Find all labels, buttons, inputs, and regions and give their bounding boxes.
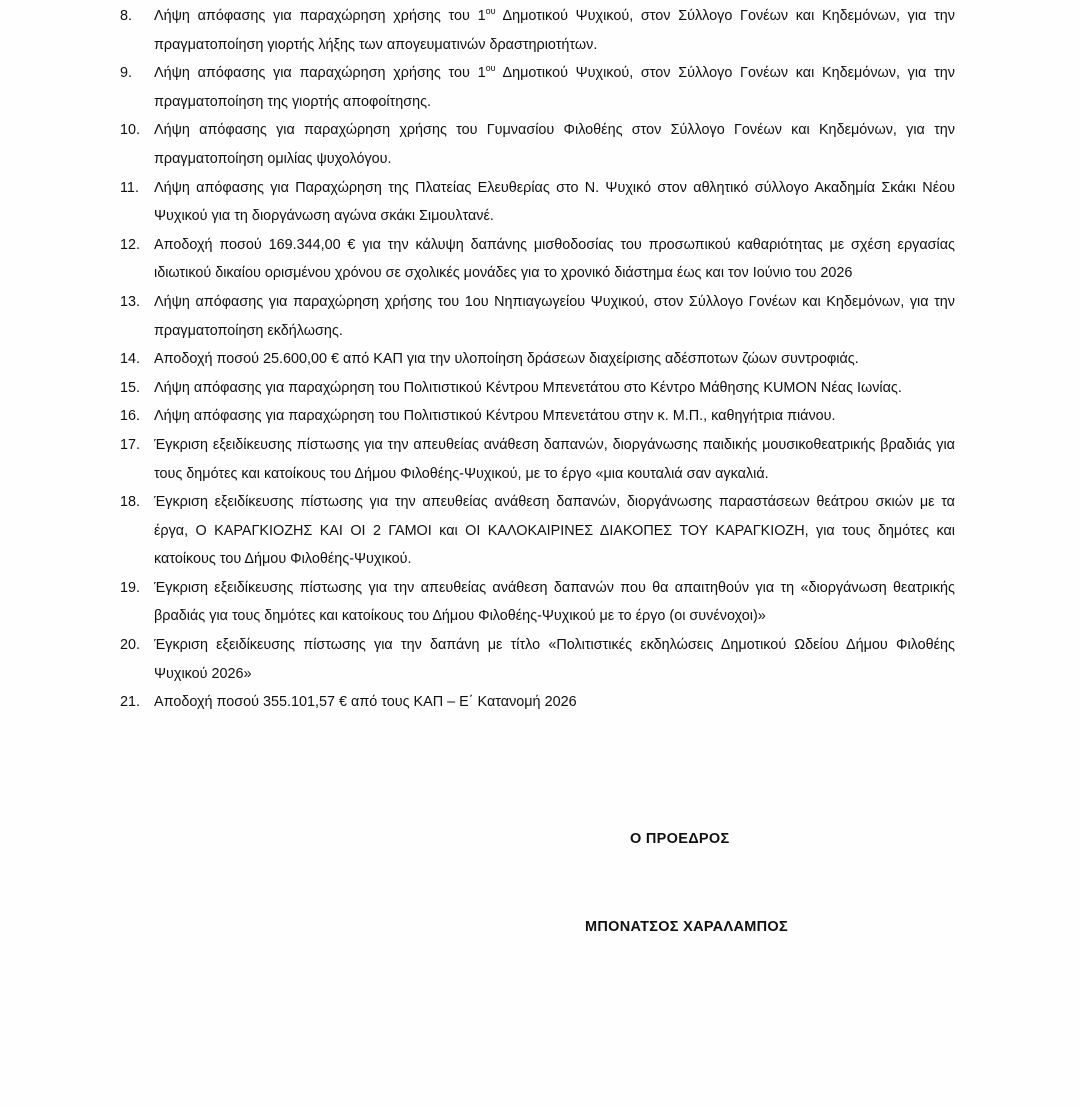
item-number: 12.	[120, 236, 141, 253]
agenda-item-14	[120, 345, 955, 374]
item-text-part: Λήψη απόφασης για παραχώρηση χρήσης του 1	[154, 8, 486, 24]
item-text: Αποδοχή ποσού 169.344,00 € για την κάλυψη δαπάνης μισθοδοσίας του προσωπικού καθαριότητας με σχέση εργασίας ιδιωτικού δικαίου ορισμένου χρόνου σε σχολικές μονάδες για το χρονικό διάστημα έως και τον Ιούνιο του 2026	[154, 236, 955, 282]
item-text: Λήψη απόφασης για Παραχώρηση της Πλατείας Ελευθερίας στο Ν. Ψυχικό στον αθλητικό σύλλογο Ακαδημία Σκάκι Νέου Ψυχικού για τη διοργάνωση αγώνα σκάκι Σιμουλτανέ.	[154, 179, 955, 225]
agenda-item-17	[120, 431, 955, 488]
item-text	[154, 59, 955, 116]
agenda-item-9	[120, 59, 955, 116]
item-text: Έγκριση εξειδίκευσης πίστωσης για την απευθείας ανάθεση δαπανών, διοργάνωσης παιδικής μουσικοθεατρικής βραδιάς για τους δημότες και κατοίκους του Δήμου Φιλοθέης-Ψυχικού, με το έργο «μια κουταλιά σαν αγκαλιά.	[154, 436, 955, 482]
agenda-item-20	[120, 631, 955, 688]
president-name: ΜΠΟΝΑΤΣΟΣ ΧΑΡΑΛΑΜΠΟΣ	[585, 919, 789, 935]
agenda-item-18	[120, 488, 955, 574]
president-title: Ο ΠΡΟΕΔΡΟΣ	[630, 831, 730, 847]
item-number: 16.	[120, 408, 141, 425]
item-number: 19.	[120, 579, 141, 596]
item-number: 13.	[120, 293, 141, 310]
item-number: 10.	[120, 122, 141, 139]
item-text: Λήψη απόφασης για παραχώρηση χρήσης του Γυμνασίου Φιλοθέης στον Σύλλογο Γονέων και Κηδεμόνων, για την πραγματοποίηση ομιλίας ψυχολόγου.	[154, 122, 955, 167]
agenda-item-19	[120, 574, 955, 631]
item-number: 14.	[120, 351, 141, 368]
ordinal-suffix: ου	[485, 63, 496, 74]
item-text: Έγκριση εξειδίκευσης πίστωσης για την απευθείας ανάθεση δαπανών, διοργάνωσης παραστάσεων θεάτρου σκιών με τα έργα, Ο ΚΑΡΑΓΚΙΟΖΗΣ ΚΑΙ ΟΙ 2 ΓΑΜΟΙ και ΟΙ ΚΑΛΟΚΑΙΡΙΝΕΣ ΔΙΑΚΟΠΕΣ ΤΟΥ ΚΑΡΑΓΚΙΟΖΗ, για τους δημότες και κατοίκους του Δήμου Φιλοθέης-Ψυχικού.	[154, 494, 955, 568]
agenda-item-21	[120, 688, 955, 717]
item-number: 11.	[120, 179, 139, 196]
item-text: Λήψη απόφασης για παραχώρηση χρήσης του 1ου Νηπιαγωγείου Ψυχικού, στον Σύλλογο Γονέων και Κηδεμόνων, για την πραγματοποίηση εκδήλωσης.	[154, 293, 955, 339]
item-text-part: Λήψη απόφασης για παραχώρηση χρήσης του 1	[154, 65, 486, 82]
item-number: 17.	[120, 436, 141, 453]
agenda-item-15	[120, 374, 955, 403]
item-number: 21.	[120, 694, 141, 711]
agenda-item-13	[120, 288, 955, 345]
item-text: Λήψη απόφασης για παραχώρηση του Πολιτιστικού Κέντρου Μπενετάτου στο Κέντρο Μάθησης KUMON Νέας Ιωνίας.	[154, 379, 902, 396]
item-text: Αποδοχή ποσού 25.600,00 € από ΚΑΠ για την υλοποίηση δράσεων διαχείρισης αδέσποτων ζώων συντροφιάς.	[154, 351, 859, 368]
item-text: Έγκριση εξειδίκευσης πίστωσης για την δαπάνη με τίτλο «Πολιτιστικές εκδηλώσεις Δημοτικού Ωδείου Δήμου Φιλοθέης Ψυχικού 2026»	[154, 637, 955, 682]
item-text: Λήψη απόφασης για παραχώρηση του Πολιτιστικού Κέντρου Μπενετάτου στην κ. Μ.Π., καθηγήτρια πιάνου.	[154, 408, 836, 425]
item-number: 8.	[120, 8, 133, 24]
item-number: 15.	[120, 379, 141, 396]
item-number: 9.	[120, 65, 133, 82]
ordinal-suffix: ου	[485, 6, 496, 16]
item-text: Αποδοχή ποσού 355.101,57 € από τους ΚΑΠ – Ε΄ Κατανομή 2026	[154, 694, 577, 711]
item-number: 18.	[120, 494, 141, 511]
item-number: 20.	[120, 637, 141, 654]
agenda-item-8	[120, 2, 955, 59]
agenda-item-12	[120, 231, 955, 288]
agenda-list	[120, 2, 955, 717]
item-text: Έγκριση εξειδίκευσης πίστωσης για την απευθείας ανάθεση δαπανών που θα απαιτηθούν για τη «διοργάνωση θεατρικής βραδιάς για τους δημότες και κατοίκους του Δήμου Φιλοθέης-Ψυχικού με το έργο (οι συνένοχοι)»	[154, 579, 955, 625]
item-text	[154, 2, 955, 59]
item-text-part: Δημοτικού Ψυχικού, στον Σύλλογο Γονέων και Κηδεμόνων, για την πραγματοποίηση γιορτής λήξης των απογευματινών δραστηριοτήτων.	[154, 8, 955, 53]
agenda-item-10	[120, 116, 955, 173]
item-text-part: Δημοτικού Ψυχικού, στον Σύλλογο Γονέων και Κηδεμόνων, για την πραγματοποίηση της γιορτής αποφοίτησης.	[154, 65, 955, 110]
agenda-item-11	[120, 174, 955, 231]
agenda-item-16	[120, 402, 955, 431]
